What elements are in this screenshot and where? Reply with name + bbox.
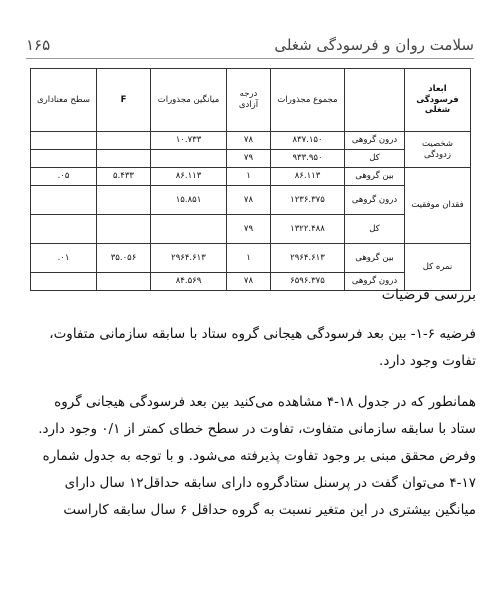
cell-df: ۱ (227, 244, 271, 273)
cell-ms: ۱۵.۸۵۱ (151, 186, 227, 215)
cell-f: ۵.۴۳۳ (97, 168, 151, 186)
anova-table (30, 68, 471, 291)
running-title: سلامت روان و فرسودگی شغلی (274, 36, 474, 54)
cell-f (97, 132, 151, 150)
discussion-paragraph: همانطور که در جدول ۱۸-۴ مشاهده می‌کنید بین بعد فرسودگی هیجانی گروه ستاد با سابقه سازمانی متفاوت، تفاوت در سطح خطای کمتر از ۰/۱ وجود دارد. وفرض محقق مبنی بر وجود تفاوت پذیرفته می‌شود. و با توجه به جدول شماره ۱۷-۴ می‌توان گفت در پرسنل ستادگروه دارای سابقه حداقل۱۲ سال دارای میانگین بیشتری در این متغیر نسبت به گروه حداقل ۶ سال سابقه کاراست (38, 394, 476, 518)
cell-f: ۳۵.۰۵۶ (97, 244, 151, 273)
cell-source: بین گروهی (345, 244, 405, 273)
cell-ss: ۱۳۲۲.۴۸۸ (271, 215, 345, 244)
anova-table-wrapper (30, 68, 470, 291)
cell-df: ۷۹ (227, 150, 271, 168)
cell-source: درون گروهی (345, 273, 405, 291)
table-row (31, 168, 471, 186)
cell-df: ۱ (227, 168, 271, 186)
cell-f (97, 215, 151, 244)
cell-ss: ۸۶.۱۱۳ (271, 168, 345, 186)
header-dimension: ابعاد فرسودگی شغلی (405, 69, 471, 132)
cell-df: ۷۸ (227, 186, 271, 215)
table-row (31, 244, 471, 273)
cell-ms (151, 215, 227, 244)
cell-dimension: نمره کل (405, 244, 471, 291)
cell-ss: ۹۳۳.۹۵۰ (271, 150, 345, 168)
cell-source: درون گروهی (345, 186, 405, 215)
cell-source: کل (345, 215, 405, 244)
cell-ms: ۸۶.۱۱۳ (151, 168, 227, 186)
cell-sig (31, 215, 97, 244)
table-header-row (31, 69, 471, 132)
cell-f (97, 150, 151, 168)
cell-sig: ۰۱. (31, 244, 97, 273)
page-header (26, 26, 474, 59)
cell-sig (31, 150, 97, 168)
header-sum-squares: مجموع مجذورات (271, 69, 345, 132)
hypothesis-statement: فرضیه ۶-۱- بین بعد فرسودگی هیجانی گروه ستاد با سابقه سازمانی متفاوت، تفاوت وجود دارد. (49, 326, 476, 369)
cell-sig (31, 132, 97, 150)
header-mean-square: میانگین مجذورات (151, 69, 227, 132)
cell-dimension: فقدان موفقیت (405, 168, 471, 244)
cell-ms: ۸۴.۵۶۹ (151, 273, 227, 291)
cell-sig: ۰۵. (31, 168, 97, 186)
section-heading: بررسی فرضیات (381, 287, 476, 303)
cell-ms: ۲۹۶۴.۶۱۳ (151, 244, 227, 273)
body-text (26, 282, 476, 524)
cell-sig (31, 186, 97, 215)
cell-f (97, 186, 151, 215)
header-f: F (97, 69, 151, 132)
cell-ms (151, 150, 227, 168)
cell-df: ۷۸ (227, 132, 271, 150)
page-number: ۱۶۵ (26, 36, 51, 54)
cell-df: ۷۹ (227, 215, 271, 244)
cell-ss: ۸۳۷.۱۵۰ (271, 132, 345, 150)
header-source (345, 69, 405, 132)
cell-source: کل (345, 150, 405, 168)
cell-source: بین گروهی (345, 168, 405, 186)
cell-ss: ۱۲۳۶.۳۷۵ (271, 186, 345, 215)
header-sig: سطح معناداری (31, 69, 97, 132)
cell-dimension: شخصیت زدودگی (405, 132, 471, 168)
cell-ms: ۱۰.۷۳۳ (151, 132, 227, 150)
cell-ss: ۶۵۹۶.۳۷۵ (271, 273, 345, 291)
cell-ss: ۲۹۶۴.۶۱۳ (271, 244, 345, 273)
table-row (31, 132, 471, 150)
cell-df: ۷۸ (227, 273, 271, 291)
cell-source: درون گروهی (345, 132, 405, 150)
header-df: درجه آزادی (227, 69, 271, 132)
